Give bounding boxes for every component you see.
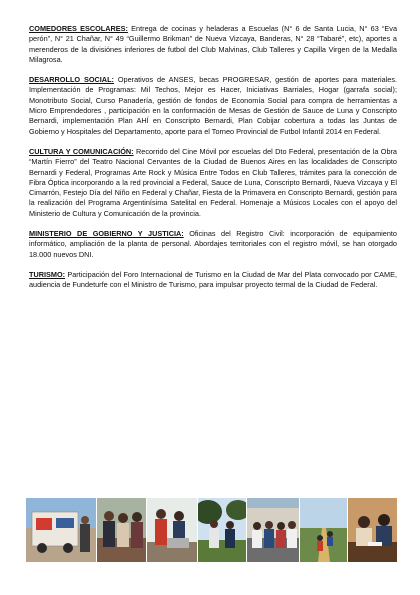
photo-cyclists bbox=[300, 498, 348, 562]
section-desarrollo-social bbox=[29, 75, 397, 137]
section-text: Entrega de cocinas y heladeras a Escuelas (N° 6 de Santa Lucia, N° 63 “Eva perón”, N° 21 Chañar, N° 49 “Guillermo Brikman” de Nueva Vizcaya, Banderas, N° 28 “Tabaré”, etc), aportes a merenderos de la divisiónes inferiores de futbol del Club Malvinas, Club Talleres y Capilla Virgen de la Medalla Milagrosa. bbox=[29, 24, 398, 64]
section-ministerio-gobierno bbox=[29, 229, 397, 260]
section-turismo bbox=[29, 270, 397, 291]
photo-group bbox=[97, 498, 147, 562]
photo-outdoors bbox=[198, 498, 246, 562]
document-body bbox=[29, 24, 397, 301]
section-heading: MINISTERIO DE GOBIERNO Y JUSTICIA: bbox=[29, 229, 184, 239]
photo-group-building-image bbox=[247, 498, 299, 562]
photo-mobile-unit-image bbox=[26, 498, 96, 562]
photo-office bbox=[348, 498, 397, 562]
photo-group-image bbox=[97, 498, 147, 562]
section-cultura-comunicacion bbox=[29, 147, 397, 219]
section-text: Operativos de ANSES, becas PROGRESAR, gestión de aportes para materiales. Implementación de Programas: Mil Techos, Mejor es Hacer, Iniciativas Barriales, Hogar (garrafa social); Monotributo Social, Curso Panadería, gestión de fondos de Economía Social para compra de herramientas a Micro Emprendedores , participación en la conformación de Mesas de Gestión de Sauce de Luna y Conscripto Bernardi, implementación Plan AHÍ en Conscripto Bernardi, Plan Cobijar cobertura a todas las Juntas de Gobierno y Hospitales del Departamento, aporte para el Torneo Provincial de Futbol Infantil 2014 en Federal. bbox=[29, 75, 397, 136]
photo-office-image bbox=[348, 498, 397, 562]
section-text: Recorrido del Cine Móvil por escuelas del Dto Federal, presentación de la Obra “Martín Fierro” del Teatro Nacional Cervantes de la Ciudad de Buenos Aires en las localidades de Conscripto Bernardi y Federal, Programas Arte Rock y Música Entre Todos en Club Talleres, trámites para la conección de Fibra Óptica incorporando a la red provincial a Federal, Sauce de Luna, Conscripto Bernardi, Nueva Vizcaya y El Cimarrón, Festejo Día del Niño en Federal y Chañar, Fiesta de la Primavera en Conscripto Bernardi, gestión para la realización del Programa Argentinísima Satelital en Federal. Homenaje a Músicos Locales con el apoyo del Ministerio de Cultura y Comunicación de la provincia. bbox=[29, 146, 397, 218]
photo-people-cart-image bbox=[147, 498, 197, 562]
photo-mobile-unit bbox=[26, 498, 96, 562]
photo-outdoors-image bbox=[198, 498, 246, 562]
photo-people-cart bbox=[147, 498, 197, 562]
section-text: Participación del Foro Internacional de Turismo en la Ciudad de Mar del Plata convocado por CAME, audiencia de Fundeturfe con el Ministro de Turismo, para impulsar proyecto termal de la Ciudad de Federal. bbox=[29, 269, 397, 290]
section-heading: DESARROLLO SOCIAL: bbox=[29, 75, 114, 85]
photo-cyclists-image bbox=[300, 498, 348, 562]
section-text: Oficinas del Registro Civil: incorporación de equipamiento informático, ampliación de la planta de personal. Abordajes territoriales con el registro móvil, se han otorgado 18.000 nuevos DNI. bbox=[29, 229, 397, 259]
photo-group-building bbox=[247, 498, 299, 562]
section-heading: CULTURA Y COMUNICACIÓN: bbox=[29, 146, 134, 156]
section-comedores-escolares bbox=[29, 24, 397, 65]
photo-strip bbox=[26, 498, 397, 562]
section-heading: COMEDORES ESCOLARES: bbox=[29, 24, 128, 33]
section-heading: TURISMO: bbox=[29, 269, 66, 279]
